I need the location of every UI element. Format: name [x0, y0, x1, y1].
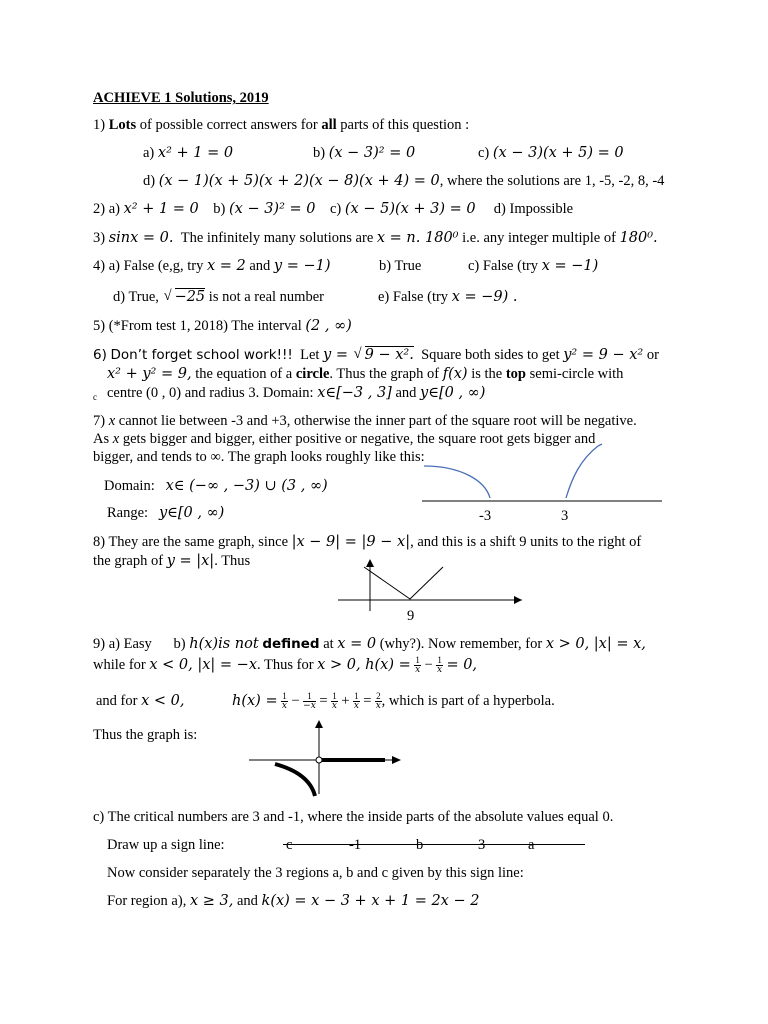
q7-line3: bigger, and tends to ∞. The graph looks roughly like this:: [93, 449, 425, 465]
sign-line: [283, 844, 585, 845]
sign-b: b: [416, 837, 424, 853]
q4-c: c) False (try x = −1): [468, 258, 599, 274]
q8-x-arrow: [514, 596, 522, 604]
frac-1-over-x: $\frac{1}{x}$: [415, 655, 421, 676]
q8-v-graph: [364, 567, 443, 599]
frac-d: $\frac{1}{x}$: [353, 691, 359, 712]
q7-tick-neg3: -3: [479, 508, 492, 524]
frac-c: $\frac{1}{x}$: [331, 691, 337, 712]
q8-line1: 8) They are the same graph, since |x − 9| = |9 − x|, and this is a shift 9 units to the right of: [93, 534, 642, 550]
q9c-line1: c) The critical numbers are 3 and -1, where the inside parts of the absolute values equal 0.: [93, 809, 614, 825]
q1-c: c) (x − 3)(x + 5) = 0: [478, 145, 624, 161]
q9-line1: 9) a) Easy b) h(x)is not defined at x = 0 (why?). Now remember, for x > 0, |x| = x,: [93, 636, 646, 652]
q9-graph-intro: Thus the graph is:: [93, 727, 198, 743]
q6-line1: 6) Don’t forget school work!!! Let y = √ 9 − x². Square both sides to get y² = 9 − x² or: [93, 346, 659, 363]
sign-minus1: -1: [349, 837, 362, 853]
q4-d: d) True, √ −25 is not a real number: [113, 288, 324, 305]
q1-d: d) (x − 1)(x + 5)(x + 2)(x − 8)(x + 4) = 0, where the solutions are 1, -5, -2, 8, -4: [143, 173, 665, 189]
q4-b: b) True: [379, 258, 422, 274]
q6-margin-c: c: [93, 392, 97, 402]
q6-line2: x² + y² = 9, the equation of a circle. Thus the graph of f(x) is the top semi-circle with: [107, 366, 624, 382]
q7-range: Range: y∈[0 , ∞): [107, 505, 225, 521]
q8-y-arrow: [366, 559, 374, 567]
q9-graph: [245, 718, 405, 798]
q6-line3: centre (0 , 0) and radius 3. Domain: x∈[−3 , 3] and y∈[0 , ∞): [107, 385, 486, 401]
sign-3: 3: [478, 837, 486, 853]
frac-b: $\frac{1}{-x}$: [303, 691, 316, 712]
q7-left-branch: [424, 466, 490, 498]
q9c-line4: For region a), x ≥ 3, and k(x) = x − 3 + x + 1 = 2x − 2: [107, 893, 480, 909]
q7-right-branch: [566, 444, 602, 498]
q7-graph: [380, 440, 670, 520]
sign-c: c: [286, 837, 293, 853]
q8-graph: [330, 555, 530, 617]
q4-e: e) False (try x = −9) .: [378, 289, 518, 305]
q9c-line2: Draw up a sign line:: [107, 837, 225, 853]
q9-line3-lead: and for x < 0,: [96, 693, 185, 709]
q3: 3) sinx = 0. The infinitely many solutions are x = n. 180⁰ i.e. any integer multiple of 180⁰.: [93, 230, 658, 246]
q7-line1: 7) x cannot lie between -3 and +3, otherwise the inner part of the square root will be negative.: [93, 413, 637, 429]
q7-domain: Domain: x∈ (−∞ , −3) ∪ (3 , ∞): [104, 478, 328, 494]
q9c-line3: Now consider separately the 3 regions a, b and c given by this sign line:: [107, 865, 524, 881]
q9-hyperbola-branch: [275, 764, 315, 796]
page-title: ACHIEVE 1 Solutions, 2019: [93, 90, 269, 106]
q7-line2: As x gets bigger and bigger, either positive or negative, the square root gets bigger and: [93, 431, 596, 447]
q9-line2: while for x < 0, |x| = −x. Thus for x > 0, h(x) = $\frac{1}{x}$ − $\frac{1}{x}$ = 0,: [93, 655, 478, 676]
q2: 2) a) x² + 1 = 0 b) (x − 3)² = 0 c) (x − 5)(x + 3) = 0 d) Impossible: [93, 201, 574, 217]
frac-1-over-x-2: $\frac{1}{x}$: [437, 655, 443, 676]
q9-line3-eq: h(x) = $\frac{1}{x}$ − $\frac{1}{-x}$ = $\frac{1}{x}$ + $\frac{1}{x}$ = $\frac{2}{x}$ , which is part of a hyperbola.: [232, 691, 555, 712]
q1-b: b) (x − 3)² = 0: [313, 145, 416, 161]
q9-x-arrow: [392, 756, 401, 764]
q5: 5) (*From test 1, 2018) The interval (2 , ∞): [93, 318, 352, 334]
q1-a: a) x² + 1 = 0: [143, 145, 234, 161]
frac-a: $\frac{1}{x}$: [281, 691, 287, 712]
sign-a: a: [528, 837, 535, 853]
frac-e: $\frac{2}{x}$: [375, 691, 381, 712]
q9-y-arrow: [315, 720, 323, 728]
q9-open-point: [316, 757, 322, 763]
q1-intro: 1) Lots of possible correct answers for all parts of this question :: [93, 117, 470, 133]
q7-tick-3: 3: [561, 508, 569, 524]
q8-line2: the graph of y = |x|. Thus: [93, 553, 251, 569]
q4-a: 4) a) False (e,g, try x = 2 and y = −1): [93, 258, 331, 274]
q8-tick-9: 9: [407, 608, 415, 624]
